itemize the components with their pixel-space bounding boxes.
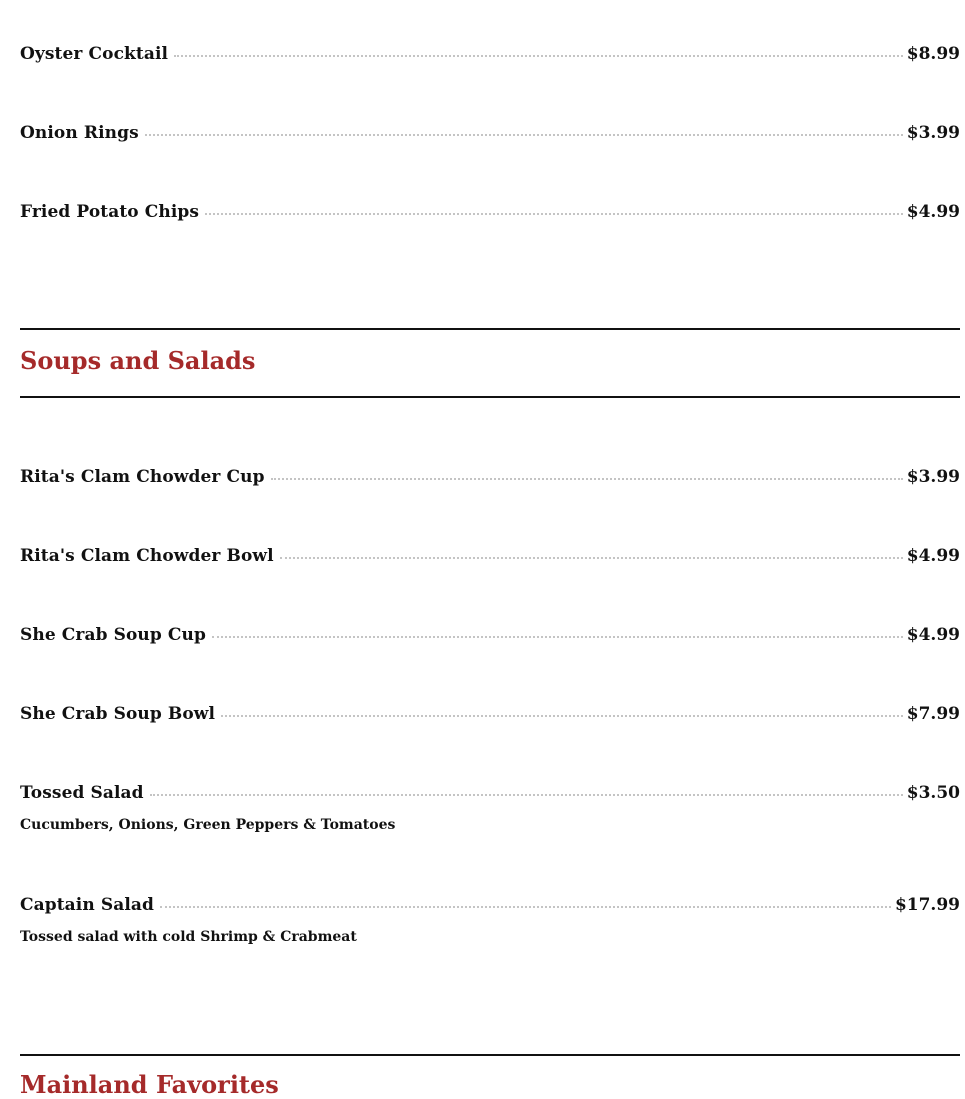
menu-item-name: She Crab Soup Cup xyxy=(20,625,206,645)
dotted-leader xyxy=(145,134,903,136)
dotted-leader xyxy=(205,213,903,215)
dotted-leader xyxy=(174,55,903,57)
menu-item xyxy=(20,467,960,491)
dotted-leader xyxy=(150,794,903,796)
menu-item-price: $4.99 xyxy=(906,202,960,222)
menu-item-name: Tossed Salad xyxy=(20,783,144,803)
menu-item xyxy=(20,123,960,147)
menu-item-name: Fried Potato Chips xyxy=(20,202,200,222)
menu-item xyxy=(20,895,960,945)
menu-item-description: Cucumbers, Onions, Green Peppers & Tomatoes xyxy=(20,817,396,833)
menu-item xyxy=(20,783,960,833)
section-title-mainland-favorites: Mainland Favorites xyxy=(20,1070,279,1099)
section-divider-top xyxy=(20,1054,960,1056)
menu-item-price: $3.99 xyxy=(906,467,960,487)
menu-item-price: $4.99 xyxy=(906,625,960,645)
menu-item-price: $8.99 xyxy=(906,44,960,64)
menu-item-name: Oyster Cocktail xyxy=(20,44,169,64)
menu-item-price: $17.99 xyxy=(894,895,960,915)
menu-item-name: Onion Rings xyxy=(20,123,139,143)
menu-item-name: Rita's Clam Chowder Cup xyxy=(20,467,265,487)
menu-item-description: Tossed salad with cold Shrimp & Crabmeat xyxy=(20,929,357,945)
menu-item-name: She Crab Soup Bowl xyxy=(20,704,216,724)
menu-item-name: Rita's Clam Chowder Bowl xyxy=(20,546,274,566)
dotted-leader xyxy=(280,557,903,559)
menu-item xyxy=(20,44,960,68)
menu-item-price: $7.99 xyxy=(906,704,960,724)
dotted-leader xyxy=(160,906,891,908)
menu-item xyxy=(20,202,960,226)
menu-item-price: $3.99 xyxy=(906,123,960,143)
dotted-leader xyxy=(212,636,903,638)
dotted-leader xyxy=(221,715,903,717)
menu-item xyxy=(20,625,960,649)
section-title-soups-and-salads: Soups and Salads xyxy=(20,346,256,375)
menu-item xyxy=(20,546,960,570)
menu-item-name: Captain Salad xyxy=(20,895,154,915)
menu-item-price: $3.50 xyxy=(906,783,960,803)
menu-item xyxy=(20,704,960,728)
dotted-leader xyxy=(271,478,903,480)
section-divider-bottom xyxy=(20,396,960,398)
section-divider-top xyxy=(20,328,960,330)
menu-item-price: $4.99 xyxy=(906,546,960,566)
